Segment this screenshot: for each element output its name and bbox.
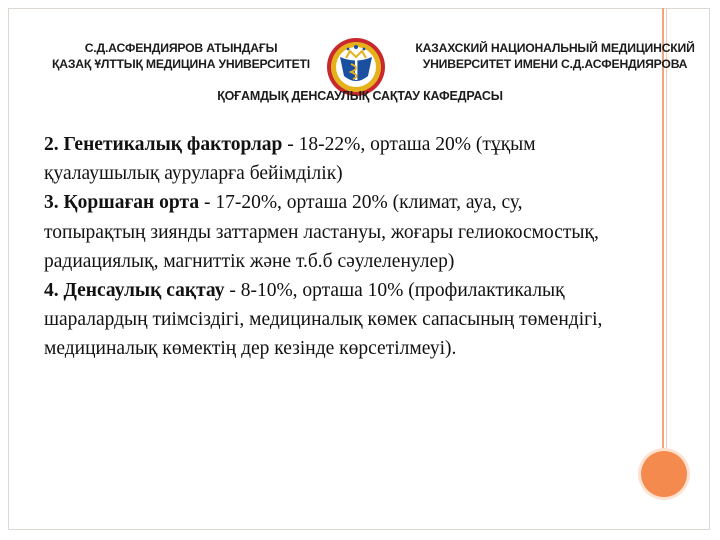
item-title: 4. Денсаулық сақтау [44, 280, 225, 302]
item-title: 3. Қоршаған орта [44, 192, 200, 214]
item-text: - 18-22%, орташа 20% (тұқым қуалаушылық ауруларға бейімділік) [44, 134, 536, 185]
item-text: - 17-20%, орташа 20% (климат, ауа, су, топырақтың зиянды заттармен ластануы, жоғары гелиокосмостық, радиациялық, магниттік және т.б.б сәулеленулер) [44, 192, 599, 272]
university-name-kazakh: С.Д.АСФЕНДИЯРОВ АТЫНДАҒЫ ҚАЗАҚ ҰЛТТЫҚ МЕДИЦИНА УНИВЕРСИТЕТІ [52, 41, 310, 71]
item-title: 2. Генетикалық факторлар [44, 134, 283, 155]
university-name-russian: КАЗАХСКИЙ НАЦИОНАЛЬНЫЙ МЕДИЦИНСКИЙ УНИВЕРСИТЕТ ИМЕНИ С.Д.АСФЕНДИЯРОВА [415, 41, 695, 71]
department-title: ҚОҒАМДЫҚ ДЕНСАУЛЫҚ САҚТАУ КАФЕДРАСЫ [217, 89, 503, 103]
decorative-circle [641, 451, 687, 497]
list-item [44, 130, 624, 188]
item-text: - 8-10%, орташа 10% (профилактикалық шаралардың тиімсіздігі, медициналық көмек сапасының төмендігі, медициналық көмектің дер кезінде көрсетілмеуі). [44, 280, 603, 360]
list-item [44, 276, 624, 364]
slide-content [44, 130, 624, 364]
slide-header [0, 36, 720, 86]
list-item [44, 188, 624, 276]
